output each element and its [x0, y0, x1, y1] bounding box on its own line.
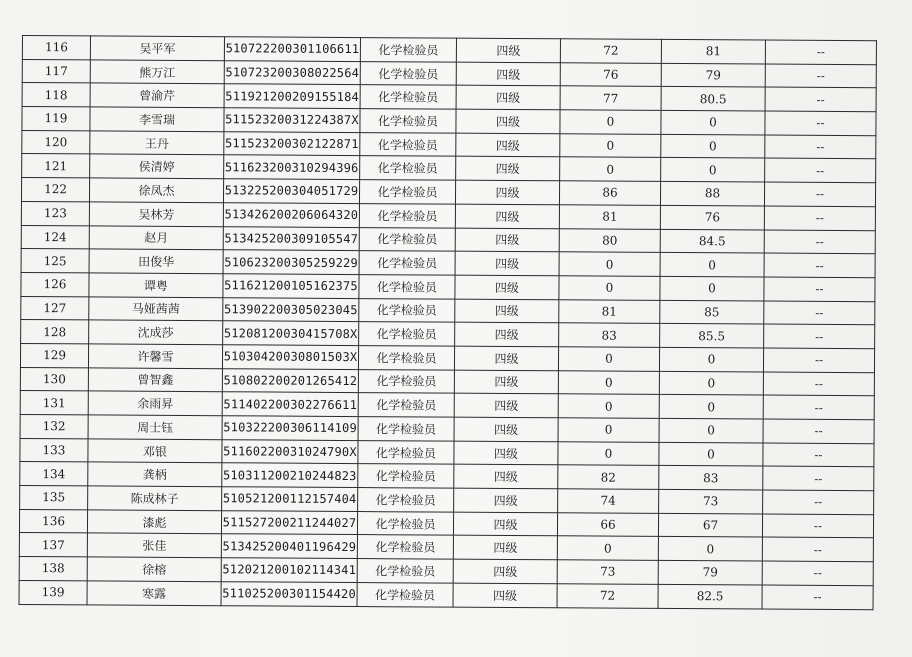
skill-level-cell: 四级	[456, 86, 560, 110]
score-practical-cell: 0	[658, 537, 762, 561]
id-number-cell: 511623200310294396	[224, 155, 360, 180]
id-number-cell: 513225200304051729	[223, 179, 359, 204]
remark-cell: --	[763, 348, 874, 372]
occupation-cell: 化学检验员	[358, 464, 454, 488]
candidate-name-cell: 马娅茜茜	[89, 296, 223, 321]
id-number-cell: 511621200105162375	[223, 274, 359, 299]
candidate-name-cell: 周士钰	[88, 415, 222, 440]
occupation-cell: 化学检验员	[358, 488, 454, 512]
id-number-cell: 510311200210244823	[222, 463, 358, 488]
remark-cell: --	[764, 324, 875, 348]
skill-level-cell: 四级	[455, 275, 559, 299]
row-number-cell: 128	[21, 320, 89, 344]
id-number-cell: 51030420030801503X	[222, 345, 358, 370]
id-number-cell: 511527200211244027	[221, 510, 357, 535]
skill-level-cell: 四级	[453, 559, 557, 583]
score-practical-cell: 0	[660, 253, 764, 277]
row-number-cell: 139	[19, 580, 87, 604]
score-theory-cell: 0	[559, 252, 660, 276]
score-theory-cell: 0	[558, 441, 659, 465]
remark-cell: --	[765, 158, 876, 182]
occupation-cell: 化学检验员	[358, 393, 454, 417]
score-theory-cell: 81	[559, 299, 660, 323]
occupation-cell: 化学检验员	[357, 582, 453, 606]
score-theory-cell: 0	[557, 536, 658, 560]
occupation-cell: 化学检验员	[359, 180, 455, 204]
id-number-cell: 513425200401196429	[221, 534, 357, 559]
candidate-name-cell: 沈成莎	[89, 320, 223, 345]
score-theory-cell: 66	[557, 513, 658, 537]
occupation-cell: 化学检验员	[360, 109, 456, 133]
occupation-cell: 化学检验员	[357, 535, 453, 559]
remark-cell: --	[764, 206, 875, 230]
score-theory-cell: 80	[559, 228, 660, 252]
remark-cell: --	[765, 135, 876, 159]
score-practical-cell: 0	[660, 276, 764, 300]
score-theory-cell: 82	[558, 465, 659, 489]
candidate-name-cell: 赵月	[89, 225, 223, 250]
id-number-cell: 511921200209155184	[224, 84, 360, 109]
skill-level-cell: 四级	[456, 157, 560, 181]
score-practical-cell: 67	[658, 513, 762, 537]
row-number-cell: 131	[20, 391, 88, 415]
row-number-cell: 132	[20, 414, 88, 438]
remark-cell: --	[764, 301, 875, 325]
id-number-cell: 510723200308022564	[224, 60, 360, 85]
remark-cell: --	[763, 443, 874, 467]
candidate-name-cell: 吴林芳	[89, 202, 223, 227]
skill-level-cell: 四级	[454, 465, 558, 489]
row-number-cell: 137	[19, 533, 87, 557]
occupation-cell: 化学检验员	[359, 203, 455, 227]
skill-level-cell: 四级	[455, 299, 559, 323]
skill-level-cell: 四级	[453, 512, 557, 536]
score-theory-cell: 77	[560, 86, 661, 110]
skill-level-cell: 四级	[456, 133, 560, 157]
id-number-cell: 510322200306114109	[222, 416, 358, 441]
id-number-cell: 512021200102114341	[221, 558, 357, 583]
score-practical-cell: 79	[661, 63, 765, 87]
candidate-name-cell: 邓银	[88, 439, 222, 464]
row-number-cell: 130	[20, 367, 88, 391]
skill-level-cell: 四级	[456, 109, 560, 133]
score-practical-cell: 0	[659, 442, 763, 466]
score-theory-cell: 73	[557, 560, 658, 584]
score-practical-cell: 0	[659, 418, 763, 442]
skill-level-cell: 四级	[453, 583, 557, 607]
remark-cell: --	[762, 561, 873, 585]
row-number-cell: 125	[21, 249, 89, 273]
table-row	[19, 580, 873, 609]
skill-level-cell: 四级	[455, 322, 559, 346]
remark-cell: --	[764, 277, 875, 301]
table-body	[19, 36, 876, 610]
row-number-cell: 133	[20, 438, 88, 462]
score-theory-cell: 76	[560, 62, 661, 86]
score-practical-cell: 79	[658, 561, 762, 585]
score-theory-cell: 0	[558, 394, 659, 418]
score-practical-cell: 0	[659, 395, 763, 419]
remark-cell: --	[763, 466, 874, 490]
score-theory-cell: 0	[558, 370, 659, 394]
id-number-cell: 510521200112157404	[222, 487, 358, 512]
skill-level-cell: 四级	[455, 180, 559, 204]
occupation-cell: 化学检验员	[360, 132, 456, 156]
score-theory-cell: 81	[559, 205, 660, 229]
score-practical-cell: 76	[660, 205, 764, 229]
skill-level-cell: 四级	[455, 204, 559, 228]
candidate-name-cell: 吴平军	[90, 36, 224, 61]
row-number-cell: 129	[20, 343, 88, 367]
skill-level-cell: 四级	[454, 488, 558, 512]
candidate-name-cell: 谭粤	[89, 273, 223, 298]
row-number-cell: 122	[21, 178, 89, 202]
score-practical-cell: 84.5	[660, 229, 764, 253]
candidate-name-cell: 曾智鑫	[88, 368, 222, 393]
occupation-cell: 化学检验员	[358, 369, 454, 393]
remark-cell: --	[762, 514, 873, 538]
row-number-cell: 121	[22, 154, 90, 178]
candidate-name-cell: 徐榕	[87, 557, 221, 582]
id-number-cell: 511025200301154420	[221, 582, 357, 607]
row-number-cell: 124	[21, 225, 89, 249]
score-theory-cell: 74	[558, 489, 659, 513]
row-number-cell: 127	[21, 296, 89, 320]
row-number-cell: 120	[22, 130, 90, 154]
id-number-cell: 511402200302276611	[222, 392, 358, 417]
candidate-name-cell: 寒露	[87, 581, 221, 606]
score-theory-cell: 0	[558, 347, 659, 371]
candidate-name-cell: 熊万江	[90, 60, 224, 85]
score-theory-cell: 83	[559, 323, 660, 347]
candidate-name-cell: 徐凤杰	[89, 178, 223, 203]
skill-level-cell: 四级	[454, 417, 558, 441]
occupation-cell: 化学检验员	[359, 322, 455, 346]
id-number-cell: 513902200305023045	[223, 297, 359, 322]
remark-cell: --	[763, 490, 874, 514]
candidate-name-cell: 张佳	[87, 533, 221, 558]
score-practical-cell: 0	[661, 110, 765, 134]
score-practical-cell: 80.5	[661, 87, 765, 111]
skill-level-cell: 四级	[453, 536, 557, 560]
id-number-cell: 513425200309105547	[223, 226, 359, 251]
score-theory-cell: 72	[557, 584, 658, 608]
occupation-cell: 化学检验员	[358, 440, 454, 464]
remark-cell: --	[764, 182, 875, 206]
remark-cell: --	[763, 395, 874, 419]
id-number-cell: 51152320031224387X	[224, 108, 360, 133]
candidate-name-cell: 漆彪	[87, 510, 221, 535]
remark-cell: --	[764, 230, 875, 254]
score-practical-cell: 0	[661, 158, 765, 182]
candidate-name-cell: 龚柄	[88, 462, 222, 487]
id-number-cell: 511523200302122871	[224, 131, 360, 156]
remark-cell: --	[765, 111, 876, 135]
occupation-cell: 化学检验员	[358, 345, 454, 369]
id-number-cell: 510722200301106611	[224, 37, 360, 62]
score-theory-cell: 72	[560, 39, 661, 63]
score-practical-cell: 73	[659, 489, 763, 513]
score-practical-cell: 83	[659, 466, 763, 490]
row-number-cell: 135	[20, 486, 88, 510]
row-number-cell: 123	[21, 201, 89, 225]
occupation-cell: 化学检验员	[360, 61, 456, 85]
row-number-cell: 119	[22, 107, 90, 131]
candidate-score-table	[19, 35, 877, 610]
skill-level-cell: 四级	[454, 370, 558, 394]
occupation-cell: 化学检验员	[358, 417, 454, 441]
remark-cell: --	[762, 585, 873, 609]
remark-cell: --	[764, 253, 875, 277]
occupation-cell: 化学检验员	[357, 511, 453, 535]
occupation-cell: 化学检验员	[359, 227, 455, 251]
occupation-cell: 化学检验员	[359, 298, 455, 322]
occupation-cell: 化学检验员	[360, 85, 456, 109]
score-practical-cell: 88	[660, 182, 764, 206]
id-number-cell: 510623200305259229	[223, 250, 359, 275]
remark-cell: --	[762, 537, 873, 561]
skill-level-cell: 四级	[454, 441, 558, 465]
candidate-name-cell: 曾渝芹	[90, 83, 224, 108]
row-number-cell: 136	[19, 509, 87, 533]
score-practical-cell: 85	[660, 300, 764, 324]
skill-level-cell: 四级	[455, 251, 559, 275]
score-practical-cell: 0	[661, 134, 765, 158]
id-number-cell: 51160220031024790X	[222, 439, 358, 464]
occupation-cell: 化学检验员	[359, 251, 455, 275]
candidate-name-cell: 许馨雪	[88, 344, 222, 369]
score-theory-cell: 0	[559, 276, 660, 300]
remark-cell: --	[765, 64, 876, 88]
id-number-cell: 510802200201265412	[222, 368, 358, 393]
skill-level-cell: 四级	[456, 38, 560, 62]
score-theory-cell: 0	[560, 110, 661, 134]
remark-cell: --	[763, 419, 874, 443]
remark-cell: --	[765, 40, 876, 64]
row-number-cell: 126	[21, 272, 89, 296]
score-theory-cell: 0	[560, 157, 661, 181]
candidate-name-cell: 余雨昇	[88, 391, 222, 416]
score-practical-cell: 81	[661, 39, 765, 63]
candidate-name-cell: 陈成林子	[88, 486, 222, 511]
score-theory-cell: 86	[559, 181, 660, 205]
remark-cell: --	[763, 372, 874, 396]
row-number-cell: 116	[22, 36, 90, 60]
score-practical-cell: 85.5	[660, 324, 764, 348]
skill-level-cell: 四级	[454, 346, 558, 370]
occupation-cell: 化学检验员	[357, 559, 453, 583]
row-number-cell: 118	[22, 83, 90, 107]
occupation-cell: 化学检验员	[360, 156, 456, 180]
candidate-name-cell: 侯清婷	[90, 154, 224, 179]
row-number-cell: 117	[22, 59, 90, 83]
score-practical-cell: 82.5	[658, 584, 762, 608]
row-number-cell: 134	[20, 462, 88, 486]
score-practical-cell: 0	[659, 371, 763, 395]
score-theory-cell: 0	[558, 418, 659, 442]
remark-cell: --	[765, 87, 876, 111]
candidate-name-cell: 王丹	[90, 131, 224, 156]
candidate-name-cell: 李雪瑞	[90, 107, 224, 132]
skill-level-cell: 四级	[454, 393, 558, 417]
skill-level-cell: 四级	[456, 62, 560, 86]
occupation-cell: 化学检验员	[359, 274, 455, 298]
row-number-cell: 138	[19, 557, 87, 581]
candidate-name-cell: 田俊华	[89, 249, 223, 274]
score-practical-cell: 0	[659, 347, 763, 371]
id-number-cell: 51208120030415708X	[223, 321, 359, 346]
id-number-cell: 513426200206064320	[223, 203, 359, 228]
skill-level-cell: 四级	[455, 228, 559, 252]
occupation-cell: 化学检验员	[360, 38, 456, 62]
score-theory-cell: 0	[560, 134, 661, 158]
